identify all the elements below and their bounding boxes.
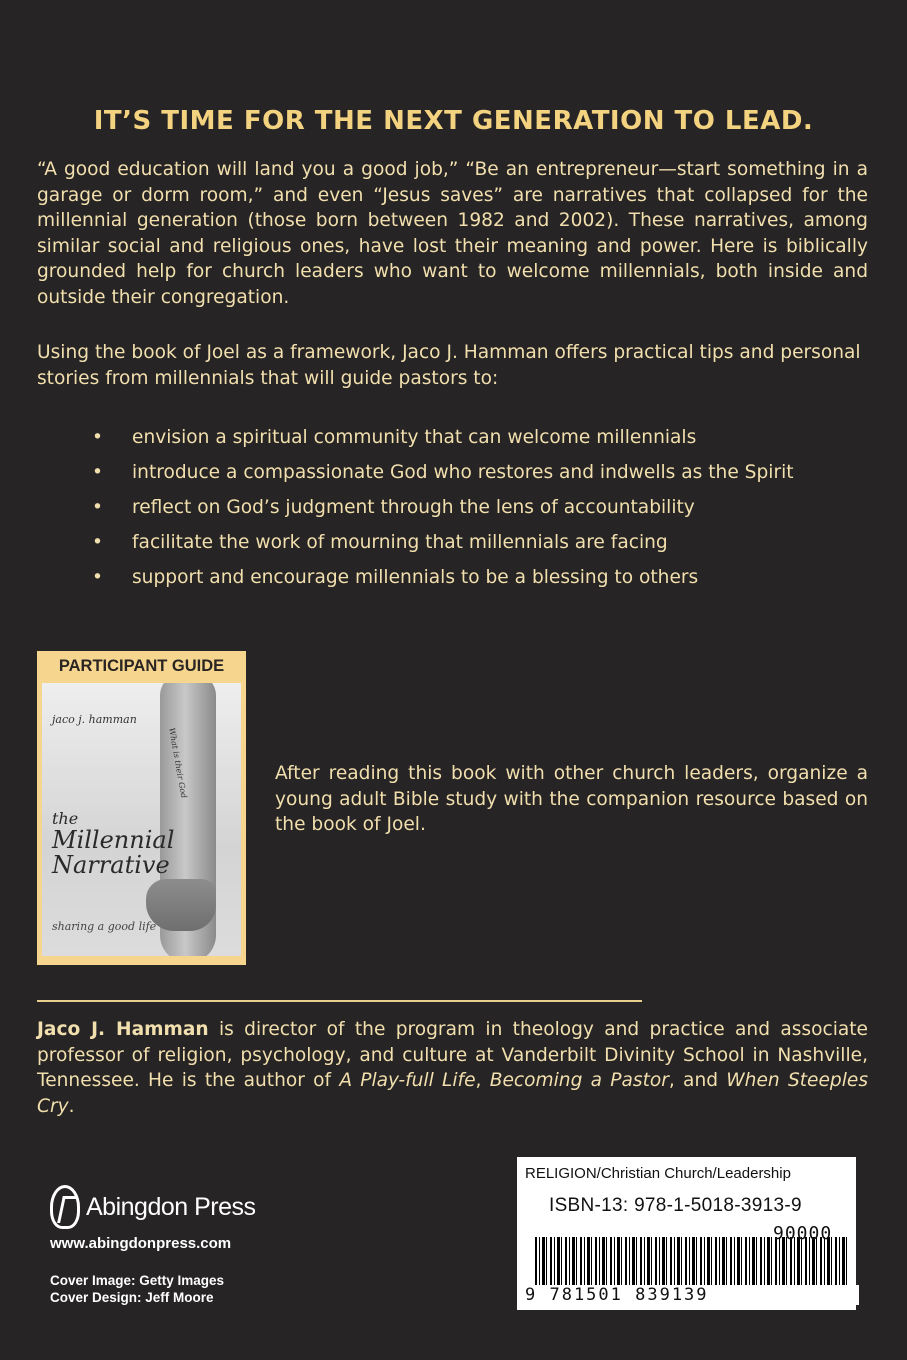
bisac-category: RELIGION/Christian Church/Leadership [525,1165,791,1182]
barcode-number: 9 781501 839139 [521,1285,859,1305]
bullet-item: • envision a spiritual community that can welcome millennials [92,427,697,448]
barcode-box [517,1157,856,1310]
fist-image [146,879,216,931]
isbn-text: ISBN-13: 978-1-5018-3913-9 [549,1195,802,1216]
guide-title: the Millennial Narrative [52,809,175,879]
bullet-icon: • [92,532,103,553]
barcode-bars [535,1237,849,1289]
bullet-item: • introduce a compassionate God who restores and indwells as the Spirit [92,462,794,483]
guide-subtitle: sharing a good life [52,920,157,933]
divider [37,1000,642,1002]
book-title: When Steeples Cry [37,1070,869,1117]
arm-tattoo-text: What is their God [167,727,189,799]
author-name: Jaco J. Hamman [37,1019,209,1040]
price-code: 90000 [773,1223,833,1244]
companion-text: After reading this book with other church leaders, organize a young adult Bible study with the companion resource based on the book of Joel. [275,763,868,835]
bullet-icon: • [92,462,103,483]
bullet-item: • support and encourage millennials to be a blessing to others [92,567,699,588]
bullet-icon: • [92,497,103,518]
abingdon-logo-icon [50,1185,80,1229]
intro-paragraph: “A good education will land you a good job,” “Be an entrepreneur—start something in a garage or dorm room,” and even “Jesus saves” are narratives that collapsed for the millennial generation (those born between 1982 and 2002). These narratives, among similar social and religious ones, have lost their meaning and power. Here is biblically grounded help for church leaders who want to welcome millennials, both inside and outside their congregation. [37,159,868,308]
headline: IT’S TIME FOR THE NEXT GENERATION TO LEAD. [93,106,814,136]
bullet-icon: • [92,567,103,588]
bullet-list [92,426,882,601]
publisher-logo [50,1183,330,1231]
book-title: Becoming a Pastor [489,1070,669,1091]
participant-guide-cover [37,651,246,965]
guide-author: jaco j. hamman [52,713,137,726]
cover-credits [50,1272,330,1306]
bullet-item: • facilitate the work of mourning that millennials are facing [92,532,668,553]
guide-cover-photo [42,683,241,956]
guide-label: PARTICIPANT GUIDE [58,657,225,675]
publisher-block [50,1183,330,1306]
cover-image-credit: Cover Image: Getty Images [50,1273,225,1288]
publisher-name: Abingdon Press [86,1192,256,1221]
framework-paragraph: Using the book of Joel as a framework, Jaco J. Hamman offers practical tips and personal stories from millennials that will guide pastors to: [37,342,861,389]
cover-design-credit: Cover Design: Jeff Moore [50,1290,214,1305]
publisher-url: www.abingdonpress.com [50,1235,232,1252]
author-bio: Jaco J. Hamman is director of the program in theology and practice and associate professor of religion, psychology, and culture at Vanderbilt Divinity School in Nashville, Tennessee. He is the author of A Play-full Life, Becoming a Pastor, and When Steeples Cry. [37,1019,869,1117]
book-title: A Play-full Life [339,1070,476,1091]
bullet-item: • reflect on God’s judgment through the lens of accountability [92,497,695,518]
bullet-icon: • [92,427,103,448]
